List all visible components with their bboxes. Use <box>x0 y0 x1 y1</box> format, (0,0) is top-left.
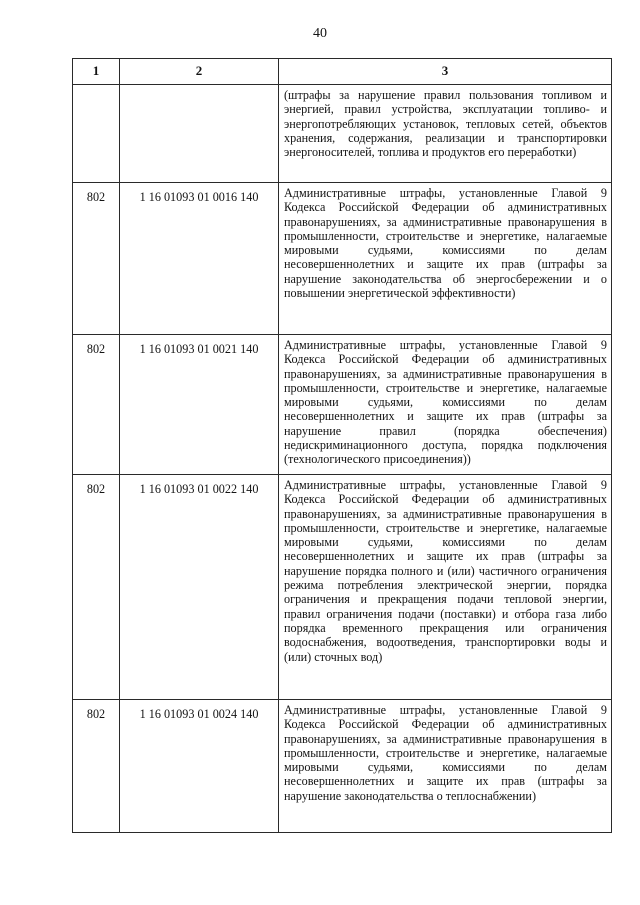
header-col-3: 3 <box>279 59 612 85</box>
admin-code-cell: 802 <box>73 335 120 475</box>
budget-code-cell <box>120 85 279 183</box>
admin-code-cell: 802 <box>73 700 120 833</box>
admin-code-cell <box>73 85 120 183</box>
budget-codes-table <box>72 58 612 833</box>
page-number: 40 <box>313 26 327 41</box>
admin-code-cell: 802 <box>73 183 120 335</box>
budget-code-cell: 1 16 01093 01 0024 140 <box>120 700 279 833</box>
budget-code-cell: 1 16 01093 01 0021 140 <box>120 335 279 475</box>
budget-code-cell: 1 16 01093 01 0022 140 <box>120 475 279 700</box>
description-cell: Административные штрафы, установленные Главой 9 Кодекса Российской Федерации об административных правонарушениях, за административные правонарушения в промышленности, строительстве и энергетике, налагаемые мировыми судьями, комиссиями по делам несовершеннолетних и защите их прав (штрафы за нарушение правил (порядка обеспечения) недискриминационного доступа, порядка подключения (технологического присоединения)) <box>279 335 612 475</box>
description-cell: (штрафы за нарушение правил пользования топливом и энергией, правил устройства, эксплуатации топливо- и энергопотребляющих установок, тепловых сетей, объектов хранения, содержания, реализации и транспортировки энергоносителей, топлива и продуктов его переработки) <box>279 85 612 183</box>
header-col-1: 1 <box>73 59 120 85</box>
table-row <box>73 335 612 475</box>
table-row <box>73 475 612 700</box>
table-row <box>73 183 612 335</box>
header-col-2: 2 <box>120 59 279 85</box>
table-row <box>73 85 612 183</box>
description-cell: Административные штрафы, установленные Главой 9 Кодекса Российской Федерации об административных правонарушениях, за административные правонарушения в промышленности, строительстве и энергетике, налагаемые мировыми судьями, комиссиями по делам несовершеннолетних и защите их прав (штрафы за нарушение законодательства о теплоснабжении) <box>279 700 612 833</box>
admin-code-cell: 802 <box>73 475 120 700</box>
table-header-row <box>73 59 612 85</box>
budget-code-cell: 1 16 01093 01 0016 140 <box>120 183 279 335</box>
table-row <box>73 700 612 833</box>
description-cell: Административные штрафы, установленные Главой 9 Кодекса Российской Федерации об административных правонарушениях, за административные правонарушения в промышленности, строительстве и энергетике, налагаемые мировыми судьями, комиссиями по делам несовершеннолетних и защите их прав (штрафы за нарушение законодательства об энергосбережении и о повышении энергетической эффективности) <box>279 183 612 335</box>
description-cell: Административные штрафы, установленные Главой 9 Кодекса Российской Федерации об административных правонарушениях, за административные правонарушения в промышленности, строительстве и энергетике, налагаемые мировыми судьями, комиссиями по делам несовершеннолетних и защите их прав (штрафы за нарушение порядка полного и (или) частичного ограничения режима потребления электрической энергии, порядка ограничения и прекращения подачи тепловой энергии, правил ограничения подачи (поставки) и отбора газа либо порядка временного прекращения или ограничения водоснабжения, водоотведения, транспортировки воды и (или) сточных вод) <box>279 475 612 700</box>
